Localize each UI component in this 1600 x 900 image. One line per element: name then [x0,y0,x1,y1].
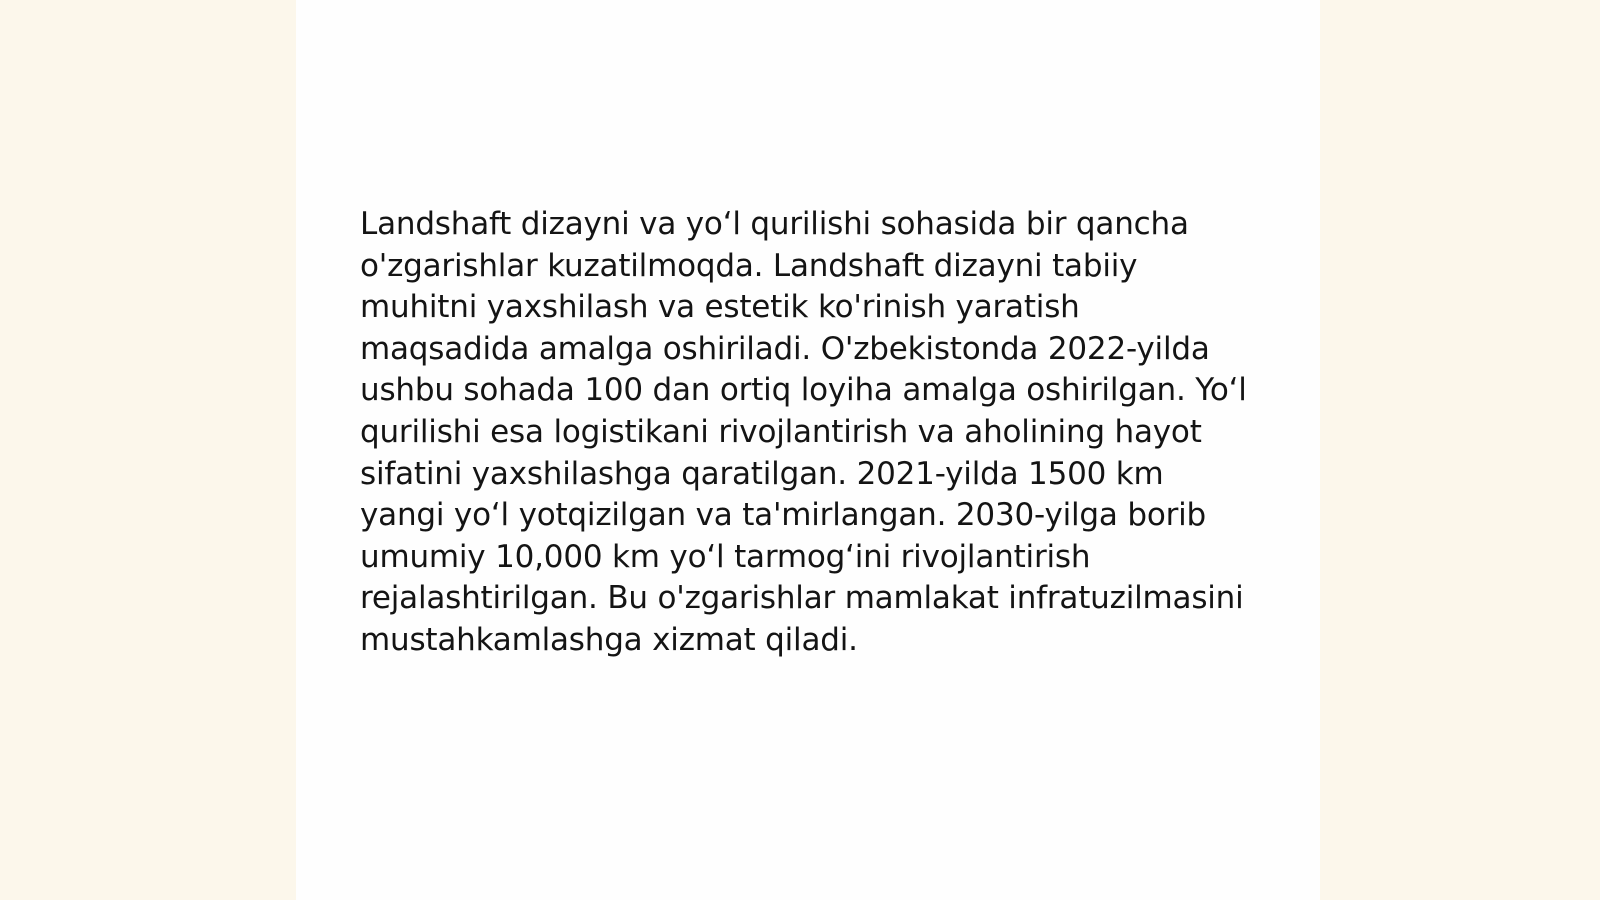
slide-body-paragraph: Landshaft dizayni va yo‘l qurilishi sohasida bir qancha o'zgarishlar kuzatilmoqda. Landshaft dizayni tabiiy muhitni yaxshilash va estetik ko'rinish yaratish maqsadida amalga oshiriladi. O'zbekistonda 2022-yilda ushbu sohada 100 dan ortiq loyiha amalga oshirilgan. Yo‘l qurilishi esa logistikani rivojlantirish va aholining hayot sifatini yaxshilashga qaratilgan. 2021-yilda 1500 km yangi yo‘l yotqizilgan va ta'mirlangan. 2030-yilga borib umumiy 10,000 km yo‘l tarmog‘ini rivojlantirish rejalashtirilgan. Bu o'zgarishlar mamlakat infratuzilmasini mustahkamlashga xizmat qiladi. [360,206,1247,658]
slide-canvas [296,0,1320,900]
